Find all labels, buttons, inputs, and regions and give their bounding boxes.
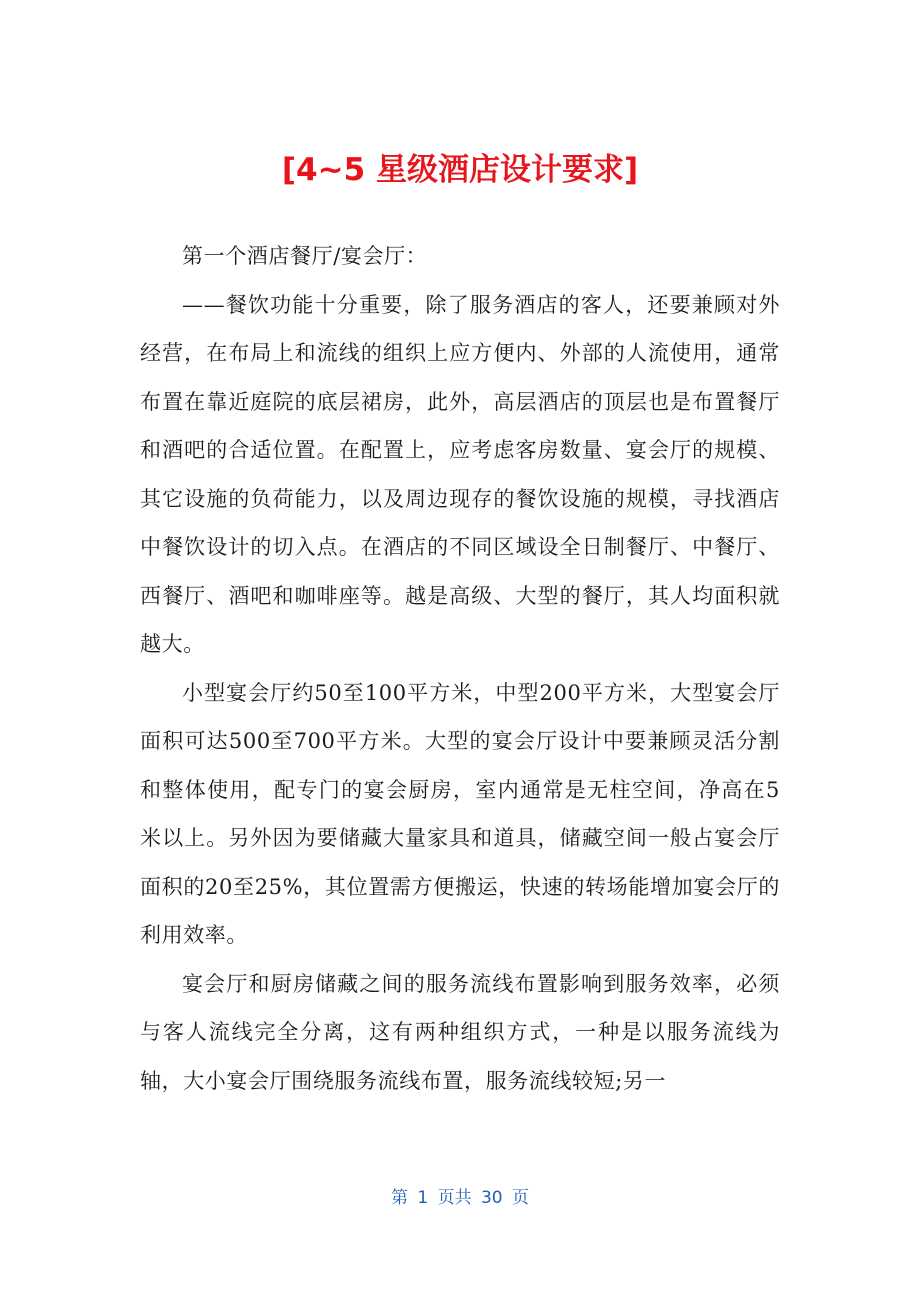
paragraph-service-flow: 宴会厅和厨房储藏之间的服务流线布置影响到服务效率，必须与客人流线完全分离，这有两种组织方式，一种是以服务流线为轴，大小宴会厅围绕服务流线布置，服务流线较短;另一	[140, 971, 780, 1093]
page-title: [4~5 星级酒店设计要求]	[281, 152, 639, 188]
document-body	[140, 232, 780, 1105]
paragraph-section-heading: 第一个酒店餐厅/宴会厅：	[182, 244, 428, 268]
page-footer	[0, 1184, 920, 1212]
paragraph-banquet-sizes: 小型宴会厅约50至100平方米，中型200平方米，大型宴会厅面积可达500至700平方米。大型的宴会厅设计中要兼顾灵活分割和整体使用，配专门的宴会厨房，室内通常是无柱空间，净高在5米以上。另外因为要储藏大量家具和道具，储藏空间一般占宴会厅面积的20至25%，其位置需方便搬运，快速的转场能增加宴会厅的利用效率。	[140, 680, 780, 947]
page-number-label: 第 1 页共 30 页	[390, 1188, 530, 1208]
paragraph-dining-overview: ——餐饮功能十分重要，除了服务酒店的客人，还要兼顾对外经营，在布局上和流线的组织上应方便内、外部的人流使用，通常布置在靠近庭院的底层裙房，此外，高层酒店的顶层也是布置餐厅和酒吧的合适位置。在配置上，应考虑客房数量、宴会厅的规模、其它设施的负荷能力，以及周边现存的餐饮设施的规模，寻找酒店中餐饮设计的切入点。在酒店的不同区域设全日制餐厅、中餐厅、西餐厅、酒吧和咖啡座等。越是高级、大型的餐厅，其人均面积就越大。	[140, 292, 780, 656]
